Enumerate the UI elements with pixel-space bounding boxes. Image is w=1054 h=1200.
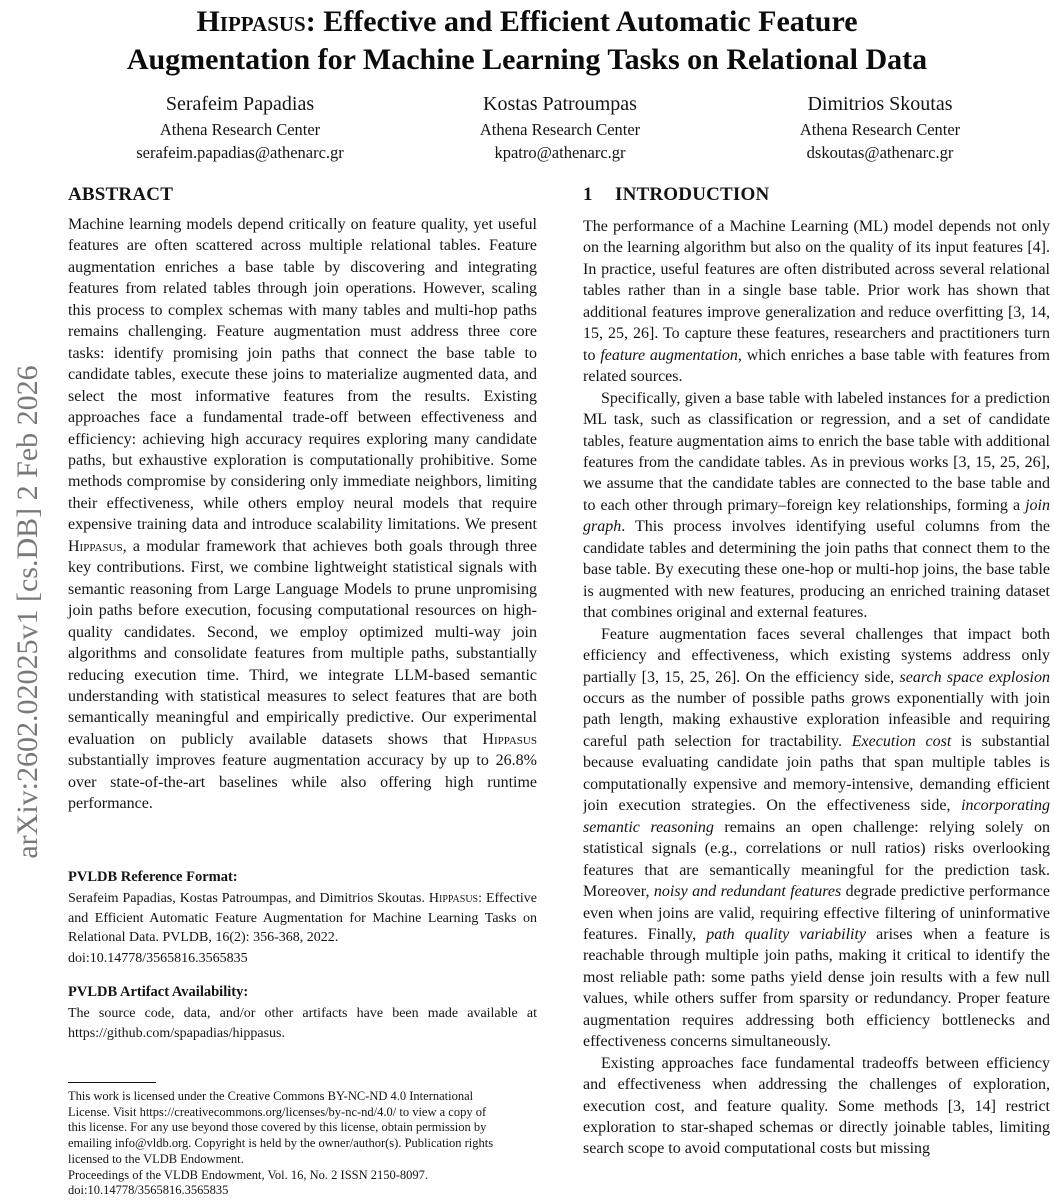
license-line: this license. For any use beyond those covered by this license, obtain permission by <box>68 1120 487 1135</box>
author-name: Serafeim Papadias <box>165 93 315 115</box>
pvldb-artifact-heading: PVLDB Artifact Availability: <box>68 984 249 1000</box>
intro-paragraph-1: The performance of a Machine Learning (ML) model depends not only on the learning algorithm but also on the quality of its input features [4]. In practice, useful features are often distributed across several relational tables rather than in a single base table. Prior work has shown that additional features improve generalization and reduce overfitting [3, 14, 15, 25, 26]. To capture these features, researchers and practitioners turn to feature augmentation, which enriches a base table with features from related sources. <box>583 218 1050 386</box>
pvldb-artifact-text: The source code, data, and/or other artifacts have been made available at https://github.com/spapadias/hippasus. <box>68 1006 537 1041</box>
footnote-doi: doi:10.14778/3565816.3565835 <box>68 1183 229 1198</box>
author-name: Kostas Patroumpas <box>483 93 637 115</box>
pvldb-reference-section <box>68 869 537 970</box>
introduction-heading <box>583 184 1050 206</box>
pvldb-artifact-section <box>68 984 537 1043</box>
section-number: 1 <box>583 184 593 205</box>
license-line: emailing info@vldb.org. Copyright is held by the owner/author(s). Publication rights <box>68 1136 494 1151</box>
intro-paragraph-2: Specifically, given a base table with labeled instances for a prediction ML task, such as classification or regression, and a set of candidate tables, feature augmentation aims to enrich the base table with additional features from the candidate tables. As in previous works [3, 15, 25, 26], we assume that the candidate tables are connected to the base table and to each other through primary–foreign key relationships, forming a join graph. This process involves identifying useful columns from the candidate tables and determining the join paths that connect them to the base table. By executing these one-hop or multi-hop joins, the base table is augmented with new features, producing an enriched training dataset that combines original and external features. <box>583 389 1050 622</box>
author-name: Dimitrios Skoutas <box>807 93 953 115</box>
license-line: This work is licensed under the Creative Commons BY-NC-ND 4.0 International <box>68 1089 474 1103</box>
authors-row <box>80 91 1040 164</box>
section-title: INTRODUCTION <box>615 184 770 205</box>
author-email: dskoutas@athenarc.gr <box>806 143 954 162</box>
footnote-rule <box>68 1082 156 1083</box>
intro-paragraph-4: Existing approaches face fundamental tradeoffs between efficiency and effectiveness when addressing the challenges of exploration, execution cost, and feature quality. Some methods [3, 14] restrict exploration to star-shaped schemas or directly joinable tables, limiting search scope to avoid computational costs but missing <box>583 1054 1050 1158</box>
pvldb-reference-heading: PVLDB Reference Format: <box>68 869 238 885</box>
introduction-section <box>583 184 1050 1200</box>
author-3 <box>720 91 1040 164</box>
arxiv-banner: arXiv:2602.02025v1 [cs.DB] 2 Feb 2026 <box>11 365 44 859</box>
author-email: kpatro@athenarc.gr <box>494 143 626 162</box>
author-email: serafeim.papadias@athenarc.gr <box>136 143 344 162</box>
license-footnote <box>68 1082 588 1199</box>
paper-title <box>0 3 1054 79</box>
paper-title-line-2: Augmentation for Machine Learning Tasks on Relational Data <box>126 43 928 76</box>
abstract-heading: ABSTRACT <box>68 184 174 205</box>
paper-title-line-1: Hippasus: Effective and Efficient Automatic Feature <box>196 5 858 38</box>
license-line: License. Visit https://creativecommons.org/licenses/by-nc-nd/4.0/ to view a copy of <box>68 1104 487 1119</box>
pvldb-reference-doi: doi:10.14778/3565816.3565835 <box>68 950 248 966</box>
author-affiliation: Athena Research Center <box>159 120 321 139</box>
author-affiliation: Athena Research Center <box>479 120 641 139</box>
license-line: licensed to the VLDB Endowment. <box>68 1151 244 1166</box>
proceedings-line: Proceedings of the VLDB Endowment, Vol. 16, No. 2 ISSN 2150-8097. <box>68 1167 429 1182</box>
author-2 <box>400 91 720 164</box>
author-1 <box>80 91 400 164</box>
intro-paragraph-3: Feature augmentation faces several challenges that impact both efficiency and effectiveness, which existing systems address only partially [3, 15, 25, 26]. On the efficiency side, search space explosion occurs as the number of possible paths grows exponentially with join path length, making exhaustive exploration infeasible and requiring careful path selection for tractability. Execution cost is substantial because evaluating candidate join paths that span multiple tables is computationally expensive and memory-intensive, demanding efficient join execution strategies. On the effectiveness side, incorporating semantic reasoning remains an open challenge: relying solely on statistical signals (e.g., correlations or null ratios) risks overlooking features that are semantically meaningful for the prediction task. Moreover, noisy and redundant features degrade predictive performance even when joins are valid, requiring effective filtering of uninformative features. Finally, path quality variability arises when a feature is reachable through multiple join paths, making it critical to identify the most reliable path: some paths yield dense join results with a few null values, while others suffer from sparsity or redundancy. Proper feature augmentation requires addressing both efficiency bottlenecks and effectiveness concerns simultaneously. <box>583 625 1050 1051</box>
abstract-section <box>68 184 537 815</box>
abstract-paragraph: Machine learning models depend critically on feature quality, yet useful features are often scattered across multiple relational tables. Feature augmentation enriches a base table by discovering and integrating features from related tables through join operations. However, scaling this process to complex schemas with many tables and multi-hop paths remains challenging. Feature augmentation must address three core tasks: identify promising join paths that connect the base table to candidate tables, execute these joins to materialize augmented data, and select the most informative features from the results. Existing approaches face a fundamental trade-off between effectiveness and efficiency: achieving high accuracy requires exploring many candidate paths, but exhaustive exploration is computationally prohibitive. Some methods compromise by considering only immediate neighbors, limiting their effectiveness, while others employ neural models that require expensive training data and introduce scalability limitations. We present Hippasus, a modular framework that achieves both goals through three key contributions. First, we combine lightweight statistical signals with semantic reasoning from Large Language Models to prune unpromising join paths before execution, focusing computational resources on high-quality candidates. Second, we employ optimized multi-way join algorithms and consolidate features from multiple paths, substantially reducing execution time. Third, we integrate LLM-based semantic understanding with statistical measures to select features that are both semantically meaningful and empirically predictive. Our experimental evaluation on publicly available datasets shows that Hippasus substantially improves feature augmentation accuracy by up to 26.8% over state-of-the-art baselines while also offering high runtime performance. <box>68 216 537 813</box>
pvldb-reference-text: Serafeim Papadias, Kostas Patroumpas, and Dimitrios Skoutas. Hippasus: Effective and Efficient Automatic Feature Augmentation for Machine Learning Tasks on Relational Data. PVLDB, 16(2): 356-368, 2022. <box>68 891 537 945</box>
author-affiliation: Athena Research Center <box>799 120 961 139</box>
